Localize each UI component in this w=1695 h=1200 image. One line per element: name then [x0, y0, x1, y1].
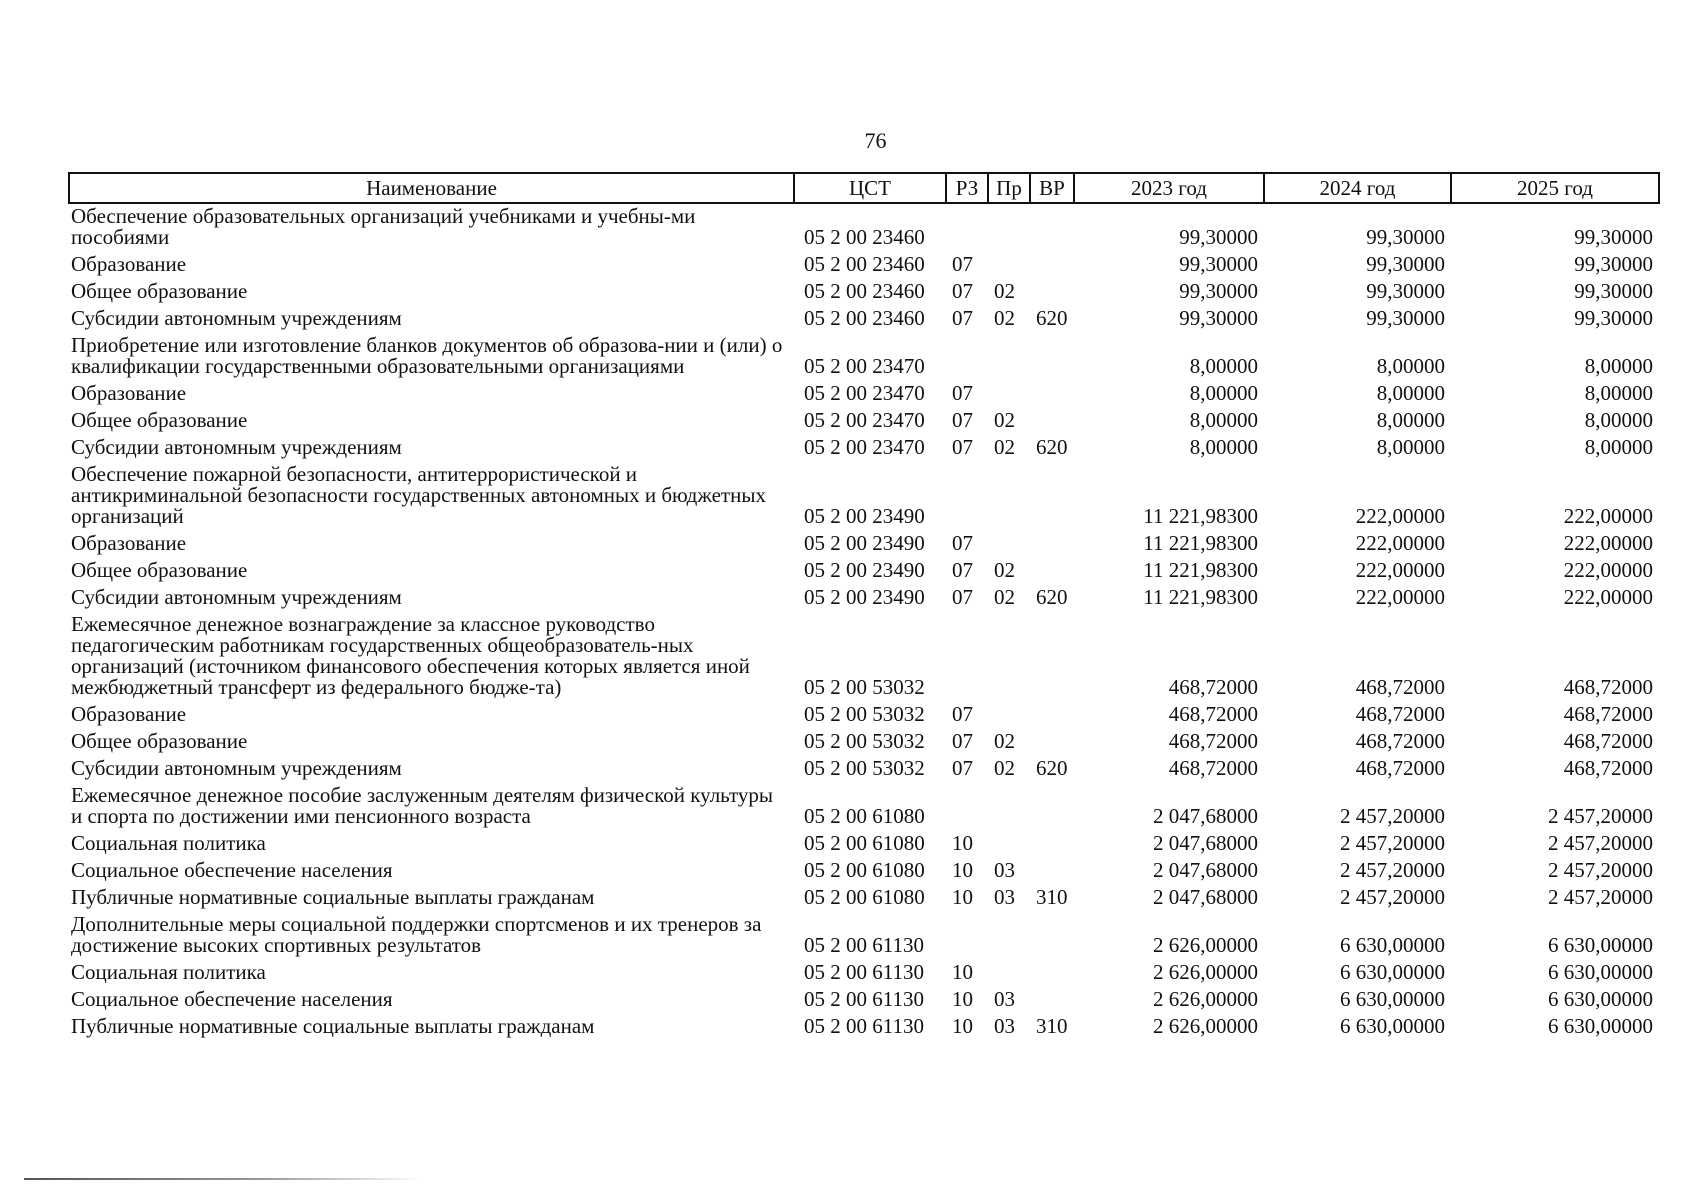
table-row — [69, 558, 1659, 585]
table-row — [69, 306, 1659, 333]
cell-vr: 620 — [1036, 585, 1068, 609]
cell-rz: 07 — [952, 756, 973, 780]
cell-y2025: 99,30000 — [1574, 225, 1653, 249]
cell-y2023: 11 221,98300 — [1143, 531, 1258, 555]
cell-name: Ежемесячное денежное пособие заслуженным деятелям физической культуры и спорта по достижении ими пенсионного возраста — [71, 783, 773, 828]
cell-vr — [1030, 558, 1074, 585]
cell-y2025: 2 457,20000 — [1548, 885, 1653, 909]
cell-y2024: 6 630,00000 — [1340, 933, 1445, 957]
cell-name: Образование — [71, 531, 187, 555]
cell-rz: 07 — [952, 279, 973, 303]
cell-cst: 05 2 00 23490 — [804, 585, 925, 609]
cell-y2024: 2 457,20000 — [1340, 804, 1445, 828]
cell-name: Образование — [71, 702, 187, 726]
cell-cst: 05 2 00 61130 — [804, 1014, 924, 1038]
table-row — [69, 333, 1659, 381]
cell-vr — [1030, 462, 1074, 531]
cell-rz: 07 — [952, 306, 973, 330]
cell-y2025: 8,00000 — [1584, 408, 1653, 432]
cell-y2024: 99,30000 — [1366, 225, 1445, 249]
cell-name: Публичные нормативные социальные выплаты гражданам — [71, 1014, 595, 1038]
cell-cst: 05 2 00 23460 — [804, 252, 925, 276]
cell-rz — [946, 783, 988, 831]
cell-rz: 10 — [952, 831, 973, 855]
cell-y2023: 468,72000 — [1168, 729, 1258, 753]
cell-y2023: 468,72000 — [1168, 756, 1258, 780]
cell-y2023: 2 047,68000 — [1153, 831, 1258, 855]
cell-y2025: 468,72000 — [1563, 756, 1653, 780]
table-row — [69, 462, 1659, 531]
cell-y2023: 8,00000 — [1189, 381, 1258, 405]
cell-rz — [946, 203, 988, 252]
table-row — [69, 252, 1659, 279]
cell-y2023: 11 221,98300 — [1143, 585, 1258, 609]
cell-rz: 10 — [952, 960, 973, 984]
cell-cst: 05 2 00 61130 — [804, 933, 924, 957]
cell-rz: 10 — [952, 1014, 973, 1038]
cell-vr — [1030, 960, 1074, 987]
cell-pr — [988, 612, 1030, 702]
cell-pr: 02 — [994, 306, 1015, 330]
cell-pr: 03 — [994, 885, 1015, 909]
cell-rz: 07 — [952, 381, 973, 405]
cell-pr: 02 — [994, 558, 1015, 582]
cell-y2025: 6 630,00000 — [1548, 933, 1653, 957]
cell-name: Социальная политика — [71, 960, 266, 984]
cell-y2024: 468,72000 — [1355, 702, 1445, 726]
cell-vr: 310 — [1036, 885, 1068, 909]
cell-y2025: 222,00000 — [1563, 558, 1653, 582]
cell-pr — [988, 203, 1030, 252]
cell-y2025: 468,72000 — [1563, 702, 1653, 726]
scan-edge-line — [24, 1178, 424, 1180]
header-rz: РЗ — [946, 173, 988, 203]
cell-y2023: 2 626,00000 — [1153, 1014, 1258, 1038]
cell-y2024: 99,30000 — [1366, 279, 1445, 303]
page-number: 76 — [864, 128, 887, 153]
table-row — [69, 858, 1659, 885]
cell-pr: 02 — [994, 279, 1015, 303]
cell-rz — [946, 912, 988, 960]
table-row — [69, 885, 1659, 912]
header-2023: 2023 год — [1074, 173, 1264, 203]
cell-y2024: 2 457,20000 — [1340, 858, 1445, 882]
cell-rz: 10 — [952, 987, 973, 1011]
cell-vr — [1030, 783, 1074, 831]
cell-y2025: 6 630,00000 — [1548, 1014, 1653, 1038]
cell-rz: 07 — [952, 252, 973, 276]
cell-y2023: 8,00000 — [1189, 354, 1258, 378]
header-2024: 2024 год — [1264, 173, 1451, 203]
cell-pr — [988, 831, 1030, 858]
cell-name: Общее образование — [71, 729, 248, 753]
cell-y2025: 99,30000 — [1574, 279, 1653, 303]
cell-cst: 05 2 00 53032 — [804, 729, 925, 753]
cell-name: Дополнительные меры социальной поддержки спортсменов и их тренеров за достижение высоких спортивных результатов — [71, 912, 762, 957]
table-row — [69, 912, 1659, 960]
cell-rz — [946, 612, 988, 702]
table-row — [69, 831, 1659, 858]
cell-vr — [1030, 408, 1074, 435]
cell-y2025: 468,72000 — [1563, 729, 1653, 753]
table-row — [69, 987, 1659, 1014]
cell-pr — [988, 783, 1030, 831]
cell-vr — [1030, 252, 1074, 279]
cell-pr: 03 — [994, 858, 1015, 882]
cell-name: Ежемесячное денежное вознаграждение за классное руководство педагогическим работникам государственных общеобразователь-ных организаций (источником финансового обеспечения которых является иной межбюджетный трансферт из федерального бюдже-та) — [71, 612, 750, 699]
cell-cst: 05 2 00 23470 — [804, 435, 925, 459]
header-pr: Пр — [988, 173, 1030, 203]
cell-rz: 07 — [952, 408, 973, 432]
cell-cst: 05 2 00 61080 — [804, 831, 925, 855]
cell-y2023: 2 047,68000 — [1153, 858, 1258, 882]
cell-vr — [1030, 203, 1074, 252]
cell-y2024: 99,30000 — [1366, 252, 1445, 276]
cell-y2024: 99,30000 — [1366, 306, 1445, 330]
cell-y2025: 6 630,00000 — [1548, 987, 1653, 1011]
cell-y2023: 8,00000 — [1189, 435, 1258, 459]
table-row — [69, 279, 1659, 306]
cell-y2024: 8,00000 — [1376, 381, 1445, 405]
cell-pr — [988, 252, 1030, 279]
cell-y2024: 8,00000 — [1376, 435, 1445, 459]
cell-y2023: 2 626,00000 — [1153, 960, 1258, 984]
cell-y2025: 468,72000 — [1563, 675, 1653, 699]
cell-y2024: 8,00000 — [1376, 354, 1445, 378]
cell-cst: 05 2 00 61080 — [804, 858, 925, 882]
cell-y2023: 2 626,00000 — [1153, 933, 1258, 957]
cell-rz: 07 — [952, 531, 973, 555]
cell-cst: 05 2 00 53032 — [804, 675, 925, 699]
cell-name: Субсидии автономным учреждениям — [71, 306, 402, 330]
cell-vr: 620 — [1036, 306, 1068, 330]
cell-y2025: 99,30000 — [1574, 252, 1653, 276]
cell-vr — [1030, 729, 1074, 756]
cell-cst: 05 2 00 61080 — [804, 804, 925, 828]
cell-rz: 10 — [952, 858, 973, 882]
cell-vr — [1030, 279, 1074, 306]
cell-y2023: 99,30000 — [1179, 279, 1258, 303]
cell-y2024: 2 457,20000 — [1340, 831, 1445, 855]
cell-vr — [1030, 381, 1074, 408]
cell-y2025: 8,00000 — [1584, 435, 1653, 459]
table-row — [69, 531, 1659, 558]
cell-vr — [1030, 912, 1074, 960]
table-row — [69, 585, 1659, 612]
cell-rz: 07 — [952, 585, 973, 609]
cell-pr — [988, 462, 1030, 531]
cell-name: Общее образование — [71, 558, 248, 582]
cell-cst: 05 2 00 53032 — [804, 756, 925, 780]
cell-cst: 05 2 00 23490 — [804, 531, 925, 555]
header-cst: ЦСТ — [794, 173, 946, 203]
header-name: Наименование — [69, 173, 794, 203]
cell-name: Социальное обеспечение населения — [71, 987, 393, 1011]
cell-y2024: 6 630,00000 — [1340, 987, 1445, 1011]
cell-y2025: 222,00000 — [1563, 504, 1653, 528]
table-row — [69, 612, 1659, 702]
cell-y2025: 222,00000 — [1563, 585, 1653, 609]
cell-cst: 05 2 00 23490 — [804, 504, 925, 528]
table-header-row — [69, 173, 1659, 203]
cell-y2024: 6 630,00000 — [1340, 1014, 1445, 1038]
cell-y2023: 11 221,98300 — [1143, 504, 1258, 528]
table-row — [69, 783, 1659, 831]
cell-name: Обеспечение пожарной безопасности, антитеррористической и антикриминальной безопасности государственных автономных и бюджетных организаций — [71, 462, 766, 528]
cell-y2024: 468,72000 — [1355, 756, 1445, 780]
cell-y2025: 2 457,20000 — [1548, 804, 1653, 828]
cell-pr: 02 — [994, 756, 1015, 780]
cell-rz — [946, 333, 988, 381]
cell-name: Субсидии автономным учреждениям — [71, 585, 402, 609]
cell-name: Образование — [71, 252, 187, 276]
cell-y2023: 99,30000 — [1179, 306, 1258, 330]
table-row — [69, 729, 1659, 756]
cell-name: Приобретение или изготовление бланков документов об образова-нии и (или) о квалификации государственными образовательными организациями — [71, 333, 783, 378]
cell-vr — [1030, 612, 1074, 702]
cell-vr — [1030, 858, 1074, 885]
cell-pr: 03 — [994, 1014, 1015, 1038]
cell-cst: 05 2 00 61130 — [804, 960, 924, 984]
cell-name: Общее образование — [71, 408, 248, 432]
table-row — [69, 435, 1659, 462]
cell-name: Общее образование — [71, 279, 248, 303]
cell-pr: 03 — [994, 987, 1015, 1011]
cell-name: Образование — [71, 381, 187, 405]
cell-pr — [988, 702, 1030, 729]
cell-y2024: 222,00000 — [1355, 585, 1445, 609]
cell-pr — [988, 912, 1030, 960]
table-row — [69, 1014, 1659, 1041]
cell-y2024: 222,00000 — [1355, 504, 1445, 528]
cell-pr — [988, 333, 1030, 381]
cell-pr: 02 — [994, 435, 1015, 459]
cell-y2023: 2 047,68000 — [1153, 885, 1258, 909]
cell-pr — [988, 381, 1030, 408]
cell-y2025: 99,30000 — [1574, 306, 1653, 330]
cell-rz — [946, 462, 988, 531]
table-row — [69, 960, 1659, 987]
cell-vr — [1030, 333, 1074, 381]
cell-name: Субсидии автономным учреждениям — [71, 756, 402, 780]
cell-name: Обеспечение образовательных организаций учебниками и учебны-ми пособиями — [71, 204, 696, 249]
cell-y2024: 468,72000 — [1355, 729, 1445, 753]
table-row — [69, 381, 1659, 408]
cell-rz: 07 — [952, 729, 973, 753]
cell-cst: 05 2 00 23470 — [804, 354, 925, 378]
cell-y2024: 2 457,20000 — [1340, 885, 1445, 909]
cell-cst: 05 2 00 23470 — [804, 381, 925, 405]
cell-y2025: 6 630,00000 — [1548, 960, 1653, 984]
cell-rz: 07 — [952, 702, 973, 726]
table-row — [69, 756, 1659, 783]
cell-cst: 05 2 00 23460 — [804, 279, 925, 303]
cell-vr — [1030, 702, 1074, 729]
cell-name: Публичные нормативные социальные выплаты гражданам — [71, 885, 595, 909]
cell-y2023: 99,30000 — [1179, 225, 1258, 249]
cell-name: Социальное обеспечение населения — [71, 858, 393, 882]
cell-y2025: 8,00000 — [1584, 381, 1653, 405]
cell-vr: 310 — [1036, 1014, 1068, 1038]
header-2025: 2025 год — [1451, 173, 1659, 203]
cell-y2023: 468,72000 — [1168, 675, 1258, 699]
cell-vr — [1030, 987, 1074, 1014]
cell-cst: 05 2 00 23460 — [804, 225, 925, 249]
cell-y2024: 468,72000 — [1355, 675, 1445, 699]
cell-y2023: 2 626,00000 — [1153, 987, 1258, 1011]
table-body — [69, 203, 1659, 1041]
cell-rz: 07 — [952, 435, 973, 459]
header-vr: ВР — [1030, 173, 1074, 203]
cell-pr: 02 — [994, 585, 1015, 609]
table-row — [69, 203, 1659, 252]
cell-vr — [1030, 531, 1074, 558]
cell-rz: 07 — [952, 558, 973, 582]
cell-cst: 05 2 00 61080 — [804, 885, 925, 909]
cell-y2023: 2 047,68000 — [1153, 804, 1258, 828]
cell-cst: 05 2 00 23490 — [804, 558, 925, 582]
cell-pr: 02 — [994, 408, 1015, 432]
cell-vr: 620 — [1036, 435, 1068, 459]
cell-y2024: 222,00000 — [1355, 558, 1445, 582]
budget-table — [68, 172, 1660, 1041]
cell-y2025: 8,00000 — [1584, 354, 1653, 378]
cell-cst: 05 2 00 53032 — [804, 702, 925, 726]
table-row — [69, 702, 1659, 729]
cell-y2023: 99,30000 — [1179, 252, 1258, 276]
cell-y2024: 8,00000 — [1376, 408, 1445, 432]
table-row — [69, 408, 1659, 435]
cell-pr: 02 — [994, 729, 1015, 753]
cell-vr: 620 — [1036, 756, 1068, 780]
cell-pr — [988, 960, 1030, 987]
cell-name: Субсидии автономным учреждениям — [71, 435, 402, 459]
cell-y2025: 2 457,20000 — [1548, 831, 1653, 855]
cell-vr — [1030, 831, 1074, 858]
cell-name: Социальная политика — [71, 831, 266, 855]
cell-y2025: 222,00000 — [1563, 531, 1653, 555]
cell-rz: 10 — [952, 885, 973, 909]
cell-cst: 05 2 00 61130 — [804, 987, 924, 1011]
cell-y2024: 6 630,00000 — [1340, 960, 1445, 984]
cell-pr — [988, 531, 1030, 558]
cell-y2023: 468,72000 — [1168, 702, 1258, 726]
cell-cst: 05 2 00 23470 — [804, 408, 925, 432]
cell-y2025: 2 457,20000 — [1548, 858, 1653, 882]
cell-y2023: 8,00000 — [1189, 408, 1258, 432]
cell-y2024: 222,00000 — [1355, 531, 1445, 555]
cell-cst: 05 2 00 23460 — [804, 306, 925, 330]
cell-y2023: 11 221,98300 — [1143, 558, 1258, 582]
